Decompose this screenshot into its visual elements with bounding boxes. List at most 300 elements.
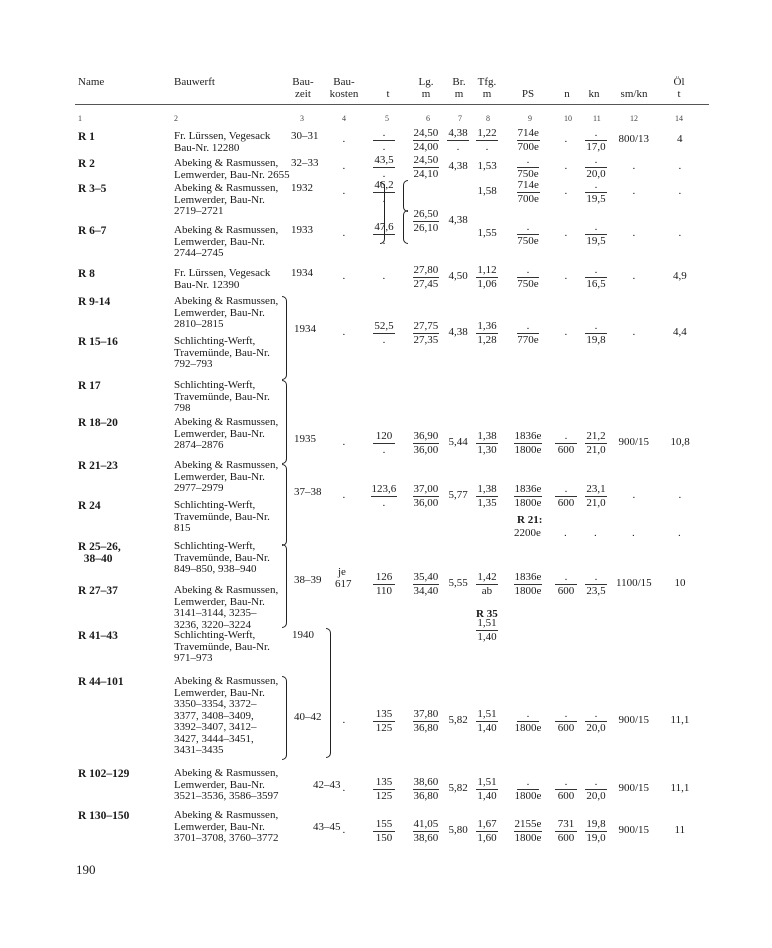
row-lg-bottom: 24,10 xyxy=(413,167,439,180)
col-header-baukosten xyxy=(326,76,362,100)
group-r21-24-lg-top: 37,00 xyxy=(413,483,439,495)
row-name: R 102–129 xyxy=(78,768,130,780)
col-header-name: Name xyxy=(78,76,105,88)
group-r17-20-kn xyxy=(585,431,607,455)
group-r3-7-br: 4,38 xyxy=(448,214,468,226)
col-number: 2 xyxy=(174,114,178,123)
col-header-lg xyxy=(414,76,438,100)
group-r25-40-kn-top: . xyxy=(585,572,607,585)
group-r25-40-ps-bottom: 1800e xyxy=(514,584,542,597)
col-header-bauwerft: Bauwerft xyxy=(174,76,215,88)
header-rule xyxy=(75,104,709,105)
group-r41-101-tfg xyxy=(476,709,498,733)
col-number: 7 xyxy=(458,114,462,123)
row-ps-top: . xyxy=(517,222,539,235)
row-ps xyxy=(517,128,540,152)
row-kn xyxy=(585,180,607,204)
col-number: 3 xyxy=(300,114,304,123)
row-lg-top: 24,50 xyxy=(413,154,439,166)
row-tfg-bottom: 1,40 xyxy=(477,789,497,802)
group-r25-40-kosten-l1: je xyxy=(338,566,346,578)
row-bauwerft: Abeking & Rasmussen, Lemwerder, Bau-Nr. 3350–3354, 3372– 3377, 3408–3409, 3392–3407, 3412– 3427, 3444–3451, 3431–3435 xyxy=(174,675,279,756)
brace-icon xyxy=(326,628,331,758)
group-r21-24-kn-bottom: 21,0 xyxy=(586,496,606,509)
row-oel: . xyxy=(678,227,682,239)
group-r21-24-br: 5,77 xyxy=(448,489,468,501)
row-ps-top: . xyxy=(517,265,539,278)
brace-icon xyxy=(403,180,408,212)
group-r25-40-br: 5,55 xyxy=(448,577,468,589)
row-kn-bottom: 20,0 xyxy=(586,167,606,180)
row-n: . xyxy=(564,160,568,172)
row-baukosten: . xyxy=(342,160,346,172)
row-br xyxy=(447,128,469,152)
group-r41-101-tfg-bottom: 1,40 xyxy=(477,721,497,734)
row-kn-bottom: 19,0 xyxy=(586,831,606,844)
group-r17-20-tfg xyxy=(476,431,498,455)
row-t-top: 43,5 xyxy=(374,154,394,166)
row-bauwerft: Fr. Lürssen, Vegesack Bau-Nr. 12390 xyxy=(174,267,271,291)
brace-icon xyxy=(403,210,408,244)
row-name: R 8 xyxy=(78,268,95,280)
group-r41-101-n xyxy=(555,709,577,733)
row-ps-bottom: 750e xyxy=(517,167,539,180)
group-r17-20-ps-top: 1836e xyxy=(514,430,542,442)
group-r17-20-t xyxy=(373,431,395,455)
group-r41-101-t-bottom: 125 xyxy=(375,721,393,734)
row-smkn: . xyxy=(632,270,636,282)
row-tfg: 1,53 xyxy=(477,160,497,172)
group-r41-101-tfg-top: 1,51 xyxy=(477,708,497,720)
row-bauwerft: Schlichting-Werft, Travemünde, Bau-Nr. 971–973 xyxy=(174,629,270,664)
group-r17-20-n xyxy=(555,431,577,455)
row-n: . xyxy=(564,270,568,282)
col-header-baukosten-l2: kosten xyxy=(329,88,359,100)
row-bauzeit: 1932 xyxy=(291,182,313,194)
group-r41-101-kn-top: . xyxy=(585,709,607,722)
row-ps xyxy=(517,155,539,179)
row-lg-bottom: 24,00 xyxy=(413,140,439,153)
col-header-br-l2: m xyxy=(454,88,464,100)
col-header-br xyxy=(449,76,469,100)
row-kn xyxy=(585,128,607,152)
brace-icon xyxy=(282,544,287,628)
row-ps xyxy=(515,777,542,801)
group-r41-101-ps xyxy=(515,709,542,733)
group-r17-20-ps xyxy=(514,431,543,455)
group-r41-101-br: 5,82 xyxy=(448,714,468,726)
col-header-ps: PS xyxy=(521,88,535,100)
group-r41-101-kn xyxy=(585,709,607,733)
row-lg-top: 38,60 xyxy=(413,776,439,788)
row-bauzeit: 43–45 xyxy=(313,821,341,833)
row-kn xyxy=(585,222,607,246)
group-r41-101-lg-bottom: 36,80 xyxy=(413,721,439,734)
group-r25-40-tfg-note xyxy=(476,618,498,642)
group-r21-24-t xyxy=(371,484,398,508)
group-r17-20-kn-bottom: 21,0 xyxy=(586,443,606,456)
row-n-top: . xyxy=(555,777,577,790)
row-bauzeit: 30–31 xyxy=(291,130,319,142)
col-header-lg-l1: Lg. xyxy=(418,76,434,88)
row-bauwerft: Abeking & Rasmussen, Lemwerder, Bau-Nr. 2977–2979 xyxy=(174,459,279,494)
row-tfg xyxy=(476,128,498,152)
row-tfg-bottom: 1,06 xyxy=(477,277,497,290)
row-bauzeit: 32–33 xyxy=(291,157,319,169)
row-ps xyxy=(517,265,539,289)
group-r21-24-n-top: . xyxy=(555,484,577,497)
group-r41-101-t xyxy=(373,709,395,733)
row-n: . xyxy=(564,227,568,239)
row-n-bottom: 600 xyxy=(557,789,575,802)
row-baukosten: . xyxy=(342,270,346,282)
group-r21-24-lg xyxy=(413,484,440,508)
brace-icon xyxy=(282,676,287,760)
row-lg-top: 41,05 xyxy=(413,818,439,830)
placeholder-dot: . xyxy=(594,527,597,539)
group-r25-40-kn xyxy=(585,572,607,596)
row-ps-bottom: 750e xyxy=(517,277,539,290)
group-r21-24-lg-bottom: 36,00 xyxy=(413,496,439,509)
group-r9-16-smkn: . xyxy=(632,326,636,338)
row-ps-top: . xyxy=(517,777,539,790)
col-header-smkn: sm/kn xyxy=(620,88,648,100)
col-header-baukosten-l1: Bau- xyxy=(333,76,355,88)
group-r17-20-baukosten: . xyxy=(342,436,346,448)
row-br: 5,82 xyxy=(448,782,468,794)
col-header-oel xyxy=(672,76,686,100)
row-oel: . xyxy=(678,185,682,197)
row-ps-bottom: 1800e xyxy=(514,831,542,844)
row-baukosten: . xyxy=(342,824,346,836)
row-name: R 15–16 xyxy=(78,336,118,348)
group-r25-40-kn-bottom: 23,5 xyxy=(586,584,606,597)
group-r25-40-lg-bottom: 34,40 xyxy=(413,584,439,597)
group-r25-40-smkn: 1100/15 xyxy=(616,577,652,589)
row-baukosten: . xyxy=(342,185,346,197)
group-r21-24-ps-note-value: 2200e xyxy=(514,527,541,539)
row-name: R 41–43 xyxy=(78,630,118,642)
group-r25-40-tfg-note-label: R 35 xyxy=(476,608,498,620)
row-bauzeit: 1933 xyxy=(291,224,313,236)
row-kn-bottom: 16,5 xyxy=(586,277,606,290)
group-r17-20-n-bottom: 600 xyxy=(557,443,575,456)
row-kn-top: . xyxy=(585,128,607,141)
row-kn-top: . xyxy=(585,155,607,168)
row-n: . xyxy=(564,133,568,145)
row-bauwerft: Abeking & Rasmussen, Lemwerder, Bau-Nr. 2655 xyxy=(174,157,290,181)
page-number: 190 xyxy=(76,862,96,877)
row-tfg xyxy=(476,819,498,843)
group-r17-20-n-top: . xyxy=(555,431,577,444)
col-header-tfg-l1: Tfg. xyxy=(477,76,497,88)
row-oel: 4,9 xyxy=(673,270,687,282)
group-r17-20-kn-top: 21,2 xyxy=(586,430,606,442)
row-bauzeit: 1940 xyxy=(292,629,314,641)
row-ps-top: . xyxy=(517,155,539,168)
row-kn-top: . xyxy=(585,180,607,193)
row-kn-bottom: 19,5 xyxy=(586,192,606,205)
row-lg-top: 27,80 xyxy=(413,264,439,276)
col-number: 11 xyxy=(593,114,601,123)
group-r17-20-tfg-bottom: 1,30 xyxy=(477,443,497,456)
row-t-top: 47,6 xyxy=(374,221,394,233)
group-r21-24-ps-note-label: R 21: xyxy=(517,514,543,526)
row-t-bottom: 125 xyxy=(375,789,393,802)
group-r41-101-lg-top: 37,80 xyxy=(413,708,439,720)
row-bauwerft: Fr. Lürssen, Vegesack Bau-Nr. 12280 xyxy=(174,130,271,154)
group-r25-40-n-bottom: 600 xyxy=(557,584,575,597)
row-kn-bottom: 20,0 xyxy=(586,789,606,802)
row-t-top: 135 xyxy=(373,777,395,790)
row-lg xyxy=(413,128,440,152)
row-tfg-top: 1,22 xyxy=(477,127,497,139)
group-r21-24-bauzeit: 37–38 xyxy=(294,486,322,498)
row-lg xyxy=(413,777,440,801)
group-r21-24-tfg xyxy=(476,484,498,508)
group-r25-40-lg-top: 35,40 xyxy=(413,571,439,583)
row-oel: 4 xyxy=(677,133,683,145)
row-tfg: 1,55 xyxy=(477,227,497,239)
group-r25-40-kosten-l2: 617 xyxy=(335,578,352,590)
group-r17-20-lg-bottom: 36,00 xyxy=(413,443,439,456)
group-r9-16-t-bottom: . xyxy=(382,333,386,346)
row-bauwerft: Abeking & Rasmussen, Lemwerder, Bau-Nr. 3521–3536, 3586–3597 xyxy=(174,767,279,802)
row-name: R 1 xyxy=(78,131,95,143)
row-br-bottom: . xyxy=(456,140,460,153)
col-number: 9 xyxy=(528,114,532,123)
row-bauwerft: Schlichting-Werft, Travemünde, Bau-Nr. 792–793 xyxy=(174,335,270,370)
group-r9-16-tfg-top: 1,36 xyxy=(477,320,497,332)
group-r25-40-tfg-note-bottom: 1,40 xyxy=(477,630,497,643)
row-name: R 2 xyxy=(78,158,95,170)
group-r41-101-t-top: 135 xyxy=(373,709,395,722)
brace-icon xyxy=(380,182,385,244)
group-r41-101-baukosten: . xyxy=(342,714,346,726)
group-r9-16-bauzeit: 1934 xyxy=(294,323,316,335)
group-r3-7-lg-top: 26,50 xyxy=(413,208,439,220)
row-bauwerft: Abeking & Rasmussen, Lemwerder, Bau-Nr. 3701–3708, 3760–3772 xyxy=(174,809,279,844)
row-smkn: 800/13 xyxy=(618,133,650,145)
group-r9-16-baukosten: . xyxy=(342,326,346,338)
group-r3-7-lg-bottom: 26,10 xyxy=(413,221,439,234)
row-kn xyxy=(585,777,607,801)
col-header-tfg xyxy=(474,76,500,100)
group-r17-20-tfg-top: 1,38 xyxy=(477,430,497,442)
row-tfg-top: 1,12 xyxy=(477,264,497,276)
col-number: 5 xyxy=(385,114,389,123)
row-kn-top: . xyxy=(585,777,607,790)
group-r21-24-tfg-top: 1,38 xyxy=(477,483,497,495)
col-header-n: n xyxy=(564,88,570,100)
row-name: R 6–7 xyxy=(78,225,107,237)
row-smkn: . xyxy=(632,185,636,197)
row-bauwerft: Abeking & Rasmussen, Lemwerder, Bau-Nr. 3141–3144, 3235– 3236, 3220–3224 xyxy=(174,584,279,631)
group-r25-40-ps-top: 1836e xyxy=(514,571,542,583)
row-name: R 24 xyxy=(78,500,101,512)
row-name: R 17 xyxy=(78,380,101,392)
row-baukosten: . xyxy=(342,782,346,794)
row-n xyxy=(555,819,577,843)
group-r21-24-t-bottom: . xyxy=(382,496,386,509)
row-tfg-top: 1,51 xyxy=(477,776,497,788)
placeholder-dot: . xyxy=(564,527,567,539)
group-r9-16-lg xyxy=(413,321,440,345)
col-number: 4 xyxy=(342,114,346,123)
row-bauzeit: 42–43 xyxy=(313,779,341,791)
group-r25-40-tfg-bottom: ab xyxy=(481,584,493,597)
group-r25-40-t xyxy=(373,572,395,596)
row-lg-bottom: 36,80 xyxy=(413,789,439,802)
row-baukosten: . xyxy=(342,133,346,145)
row-bauwerft: Schlichting-Werft, Travemünde, Bau-Nr. 849–850, 938–940 xyxy=(174,540,270,575)
group-r9-16-lg-top: 27,75 xyxy=(413,320,439,332)
group-r21-24-oel: . xyxy=(678,489,682,501)
group-r25-40-lg xyxy=(413,572,440,596)
group-r9-16-kn-bottom: 19,8 xyxy=(586,333,606,346)
col-number: 6 xyxy=(426,114,430,123)
group-r17-20-smkn: 900/15 xyxy=(618,436,650,448)
col-header-tfg-l2: m xyxy=(482,88,492,100)
group-r25-40-t-top: 126 xyxy=(373,572,395,585)
group-r25-40-t-bottom: 110 xyxy=(375,584,393,597)
group-r17-20-lg-top: 36,90 xyxy=(413,430,439,442)
group-r9-16-n: . xyxy=(564,326,568,338)
group-r9-16-lg-bottom: 27,35 xyxy=(413,333,439,346)
group-r21-24-baukosten: . xyxy=(342,489,346,501)
group-r21-24-ps-bottom: 1800e xyxy=(514,496,542,509)
row-name: R 18–20 xyxy=(78,417,118,429)
row-tfg xyxy=(476,265,498,289)
brace-icon xyxy=(282,380,287,464)
row-t-top: . xyxy=(373,128,395,141)
row-baukosten: . xyxy=(342,227,346,239)
row-lg xyxy=(413,155,440,179)
row-t-bottom: . xyxy=(382,234,386,247)
row-kn xyxy=(585,155,607,179)
row-oel: 11,1 xyxy=(670,782,690,794)
row-ps xyxy=(514,819,543,843)
brace-icon xyxy=(282,464,287,546)
group-r41-101-n-bottom: 600 xyxy=(557,721,575,734)
group-r9-16-tfg xyxy=(476,321,498,345)
group-r41-101-smkn: 900/15 xyxy=(618,714,650,726)
row-kn xyxy=(585,819,607,843)
col-number: 14 xyxy=(675,114,683,123)
row-ps xyxy=(517,180,540,204)
group-r41-101-n-top: . xyxy=(555,709,577,722)
row-lg-bottom: 38,60 xyxy=(413,831,439,844)
row-name: R 27–37 xyxy=(78,585,118,597)
row-n-bottom: 600 xyxy=(557,831,575,844)
row-br: 4,50 xyxy=(448,270,468,282)
group-r41-101-bauzeit: 40–42 xyxy=(294,711,322,723)
row-oel: . xyxy=(678,160,682,172)
row-kn-bottom: 17,0 xyxy=(586,140,606,153)
row-t-bottom: . xyxy=(382,140,386,153)
group-r21-24-smkn: . xyxy=(632,489,636,501)
group-r9-16-oel: 4,4 xyxy=(673,326,687,338)
col-header-bauzeit-l2: zeit xyxy=(295,88,311,100)
brace-icon xyxy=(282,296,287,380)
row-t-top: 46,2 xyxy=(374,179,394,191)
group-r17-20-bauzeit: 1935 xyxy=(294,433,316,445)
row-bauwerft: Abeking & Rasmussen, Lemwerder, Bau-Nr. 2744–2745 xyxy=(174,224,279,259)
col-header-oel-l1: Öl xyxy=(673,76,685,88)
row-smkn: 900/15 xyxy=(618,782,650,794)
group-r25-40-ps xyxy=(514,572,543,596)
row-t xyxy=(373,128,395,152)
group-r41-101-ps-bottom: 1800e xyxy=(514,721,542,734)
col-number: 1 xyxy=(78,114,82,123)
col-header-t: t xyxy=(386,88,390,100)
group-r9-16-kn xyxy=(585,321,607,345)
row-tfg xyxy=(476,777,498,801)
row-ps-bottom: 1800e xyxy=(514,789,542,802)
group-r21-24-n-bottom: 600 xyxy=(557,496,575,509)
row-n: . xyxy=(564,185,568,197)
row-t: . xyxy=(382,270,386,282)
row-tfg-bottom: . xyxy=(485,140,489,153)
row-bauwerft: Schlichting-Werft, Travemünde, Bau-Nr. 798 xyxy=(174,379,270,414)
col-header-bauzeit xyxy=(290,76,316,100)
group-r25-40-bauzeit: 38–39 xyxy=(294,574,322,586)
col-number: 10 xyxy=(564,114,572,123)
row-kn-bottom: 19,5 xyxy=(586,234,606,247)
row-ps xyxy=(517,222,539,246)
placeholder-dot: . xyxy=(678,527,681,539)
group-r25-40-oel: 10 xyxy=(674,577,686,589)
group-r41-101-oel: 11,1 xyxy=(670,714,690,726)
row-tfg-bottom: 1,60 xyxy=(477,831,497,844)
row-lg-bottom: 27,45 xyxy=(413,277,439,290)
row-t xyxy=(373,777,395,801)
group-r9-16-br: 4,38 xyxy=(448,326,468,338)
row-kn xyxy=(585,265,607,289)
row-n xyxy=(555,777,577,801)
row-t-bottom: . xyxy=(382,192,386,205)
col-header-lg-l2: m xyxy=(421,88,431,100)
row-bauwerft: Abeking & Rasmussen, Lemwerder, Bau-Nr. 2874–2876 xyxy=(174,416,279,451)
group-r41-101-kn-bottom: 20,0 xyxy=(586,721,606,734)
col-header-kn: kn xyxy=(588,88,600,100)
row-n-top: 731 xyxy=(555,819,577,832)
group-r21-24-n xyxy=(555,484,577,508)
row-t-top: 155 xyxy=(373,819,395,832)
group-r9-16-tfg-bottom: 1,28 xyxy=(477,333,497,346)
row-t-bottom: 150 xyxy=(375,831,393,844)
group-r9-16-t-top: 52,5 xyxy=(374,320,394,332)
group-r25-40-tfg xyxy=(476,572,498,596)
row-ps-top: 2155e xyxy=(514,818,542,830)
placeholder-dot: . xyxy=(632,527,635,539)
col-number: 12 xyxy=(630,114,638,123)
group-r21-24-kn xyxy=(585,484,607,508)
group-r25-40-tfg-note-top: 1,51 xyxy=(477,617,497,629)
col-header-br-l1: Br. xyxy=(452,76,466,88)
row-name: R 44–101 xyxy=(78,676,124,688)
row-br: 4,38 xyxy=(448,160,468,172)
group-r17-20-t-top: 120 xyxy=(373,431,395,444)
row-bauzeit: 1934 xyxy=(291,267,313,279)
row-tfg-top: 1,67 xyxy=(477,818,497,830)
group-r9-16-t xyxy=(373,321,395,345)
row-bauwerft: Abeking & Rasmussen, Lemwerder, Bau-Nr. 2810–2815 xyxy=(174,295,279,330)
group-r3-7-lg xyxy=(413,209,440,233)
group-r21-24-kn-top: 23,1 xyxy=(586,483,606,495)
row-name: R 3–5 xyxy=(78,183,107,195)
row-kn-top: . xyxy=(585,265,607,278)
